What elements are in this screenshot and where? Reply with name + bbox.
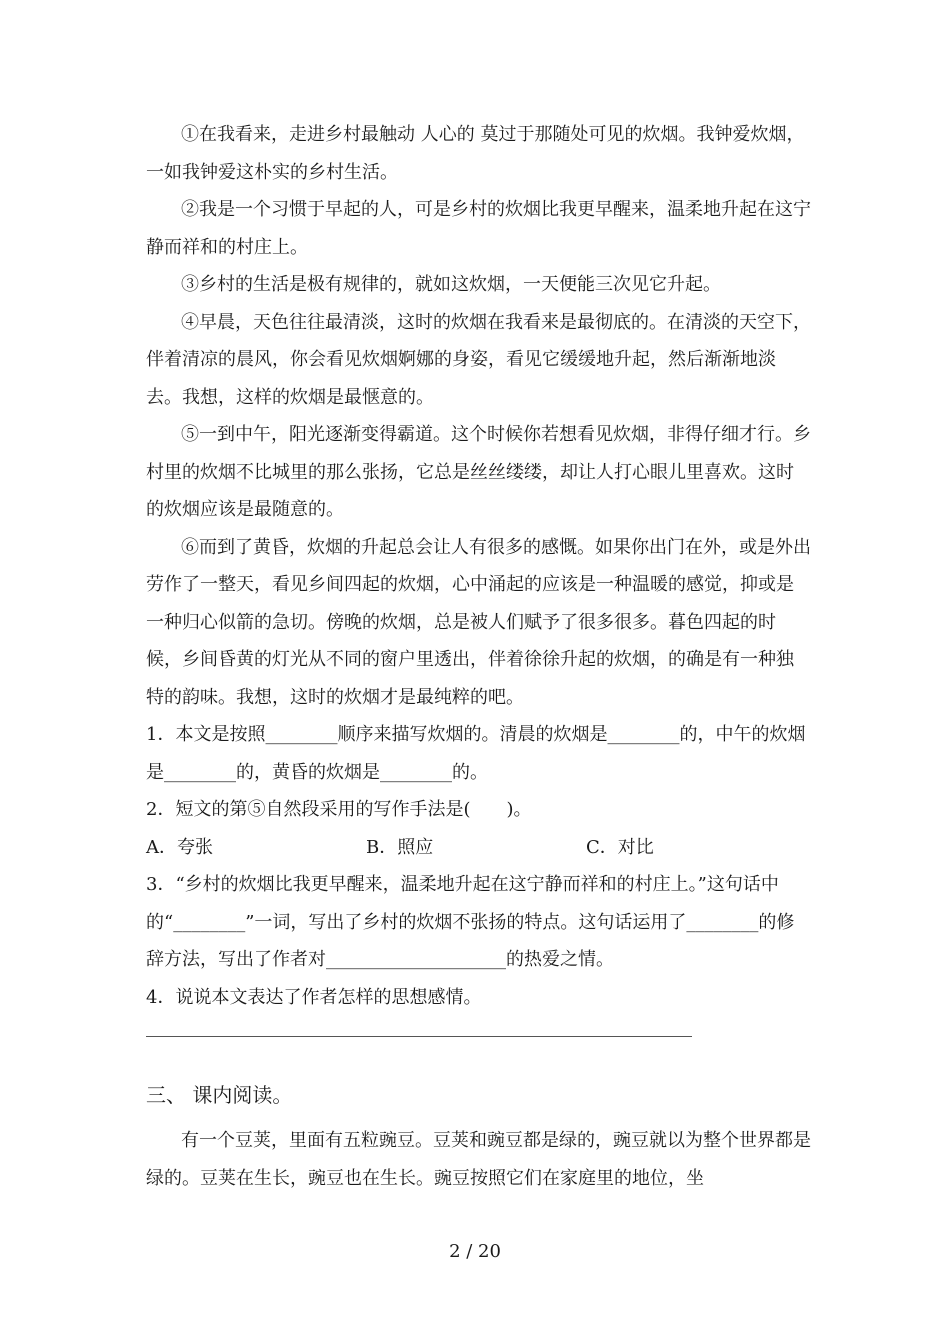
paragraph-2: ②我是一个习惯于早起的人，可是乡村的炊烟比我更早醒来，温柔地升起在这宁静而祥和的村庄上。 [146, 199, 811, 258]
question-4: 4．说说本文表达了作者怎样的思想感情。 [146, 986, 482, 1008]
section-3-passage [146, 1122, 811, 1197]
section-heading: 三、 课内阅读。 [146, 1083, 293, 1107]
paragraph-4: ④早晨，天色往往最清淡，这时的炊烟在我看来是最彻底的。在清淡的天空下，伴着清凉的晨风，你会看见炊烟婀娜的身姿，看见它缓缓地升起，然后渐渐地淡去。我想，这样的炊烟是最惬意的。 [146, 311, 811, 408]
option-a: A．夸张 [146, 836, 213, 858]
question-2-options [146, 829, 811, 867]
question-3: 3．“乡村的炊烟比我更早醒来，温柔地升起在这宁静而祥和的村庄上。”这句话中的“________”一词，写出了乡村的炊烟不张扬的特点。这句话运用了________的修辞方法，写出了作者对____________________的热爱之情。 [146, 874, 795, 970]
reading-passage [146, 116, 811, 1016]
paragraph-6: ⑥而到了黄昏，炊烟的升起总会让人有很多的感慨。如果你出门在外，或是外出劳作了一整天，看见乡间四起的炊烟，心中涌起的应该是一种温暖的感觉，抑或是一种归心似箭的急切。傍晚的炊烟，总是被人们赋予了很多很多。暮色四起的时候，乡间昏黄的灯光从不同的窗户里透出，伴着徐徐升起的炊烟，的确是有一种独特的韵味。我想，这时的炊烟才是最纯粹的吧。 [146, 536, 811, 708]
answer-line [146, 1036, 692, 1037]
question-2: 2．短文的第⑤自然段采用的写作手法是( )。 [146, 799, 532, 820]
section-3-paragraph: 有一个豆荚，里面有五粒豌豆。豆荚和豌豆都是绿的，豌豆就以为整个世界都是绿的。豆荚在生长，豌豆也在生长。豌豆按照它们在家庭里的地位，坐 [146, 1130, 811, 1189]
paragraph-1: ①在我看来，走进乡村最触动 人心的 莫过于那随处可见的炊烟。我钟爱炊烟，一如我钟爱这朴实的乡村生活。 [146, 124, 805, 183]
option-b: B．照应 [366, 836, 434, 858]
question-1: 1．本文是按照________顺序来描写炊烟的。清晨的炊烟是________的，中午的炊烟是________的，黄昏的炊烟是________的。 [146, 724, 806, 783]
page-number: 2 / 20 [449, 1241, 501, 1262]
option-c: C．对比 [586, 836, 654, 858]
paragraph-3: ③乡村的生活是极有规律的，就如这炊烟，一天便能三次见它升起。 [181, 274, 721, 295]
paragraph-5: ⑤一到中午，阳光逐渐变得霸道。这个时候你若想看见炊烟，非得仔细才行。乡村里的炊烟不比城里的那么张扬，它总是丝丝缕缕，却让人打心眼儿里喜欢。这时的炊烟应该是最随意的。 [146, 424, 811, 520]
